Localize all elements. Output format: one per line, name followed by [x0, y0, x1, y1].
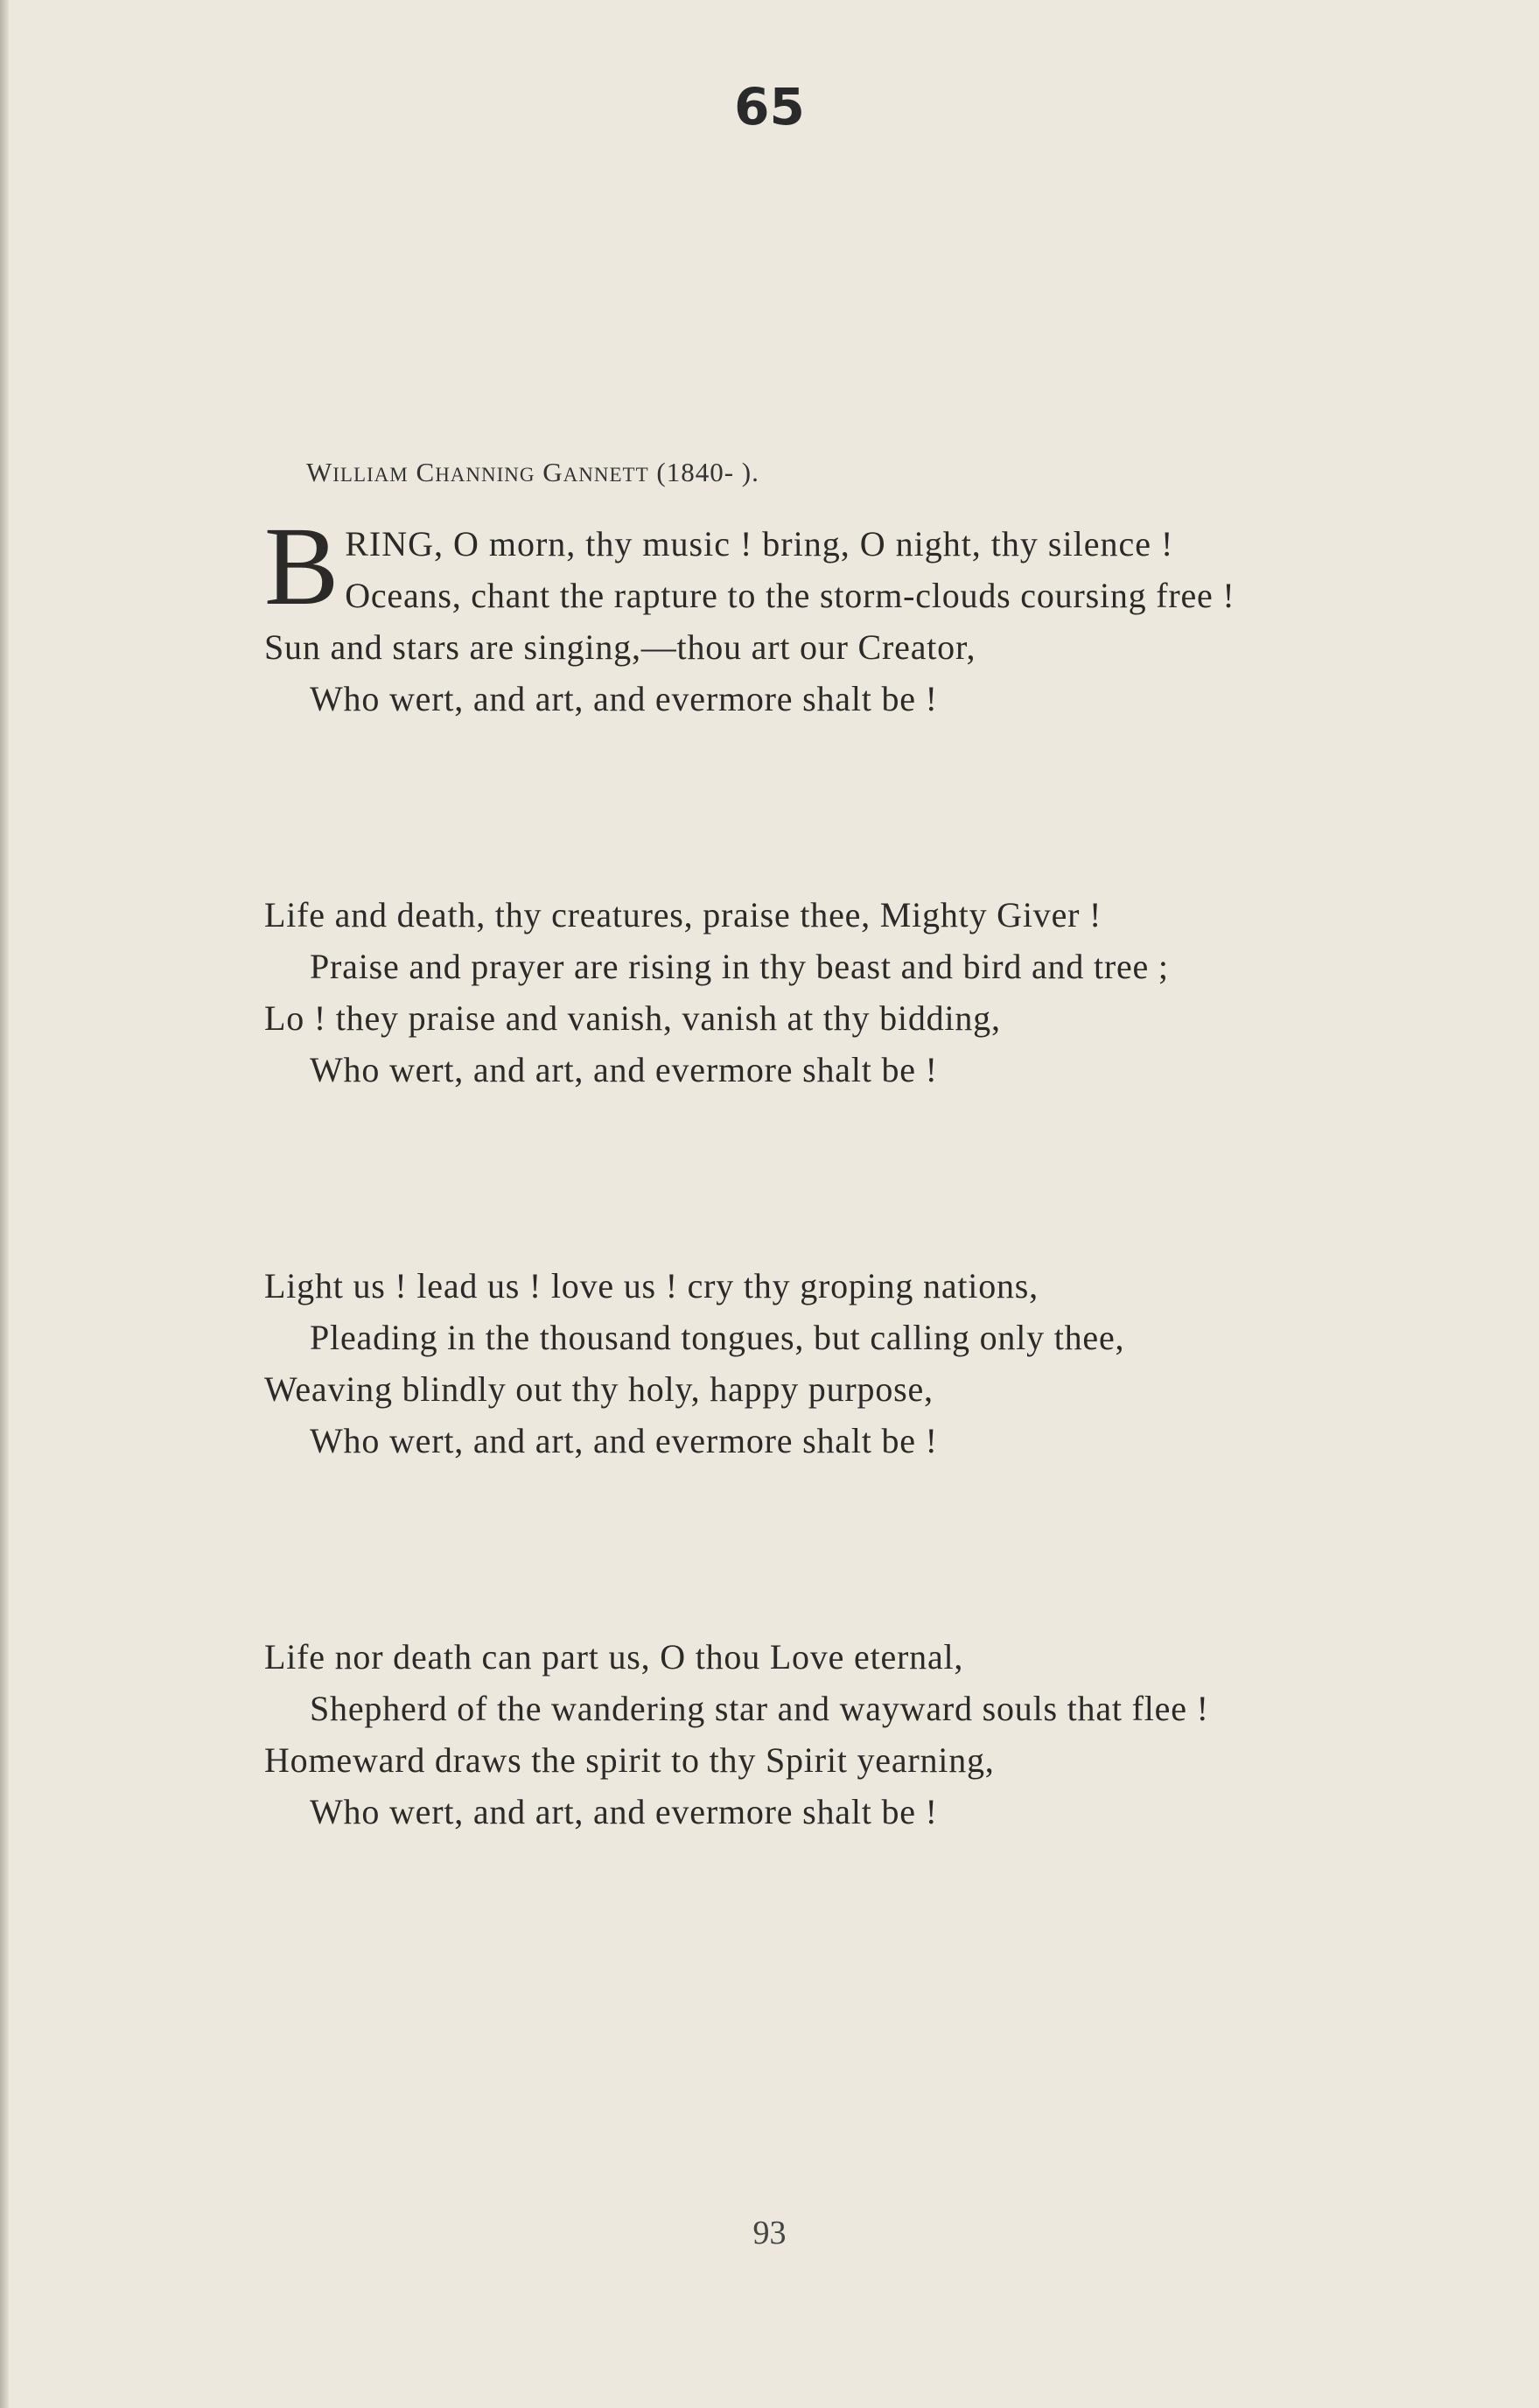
- poem-line-refrain: Who wert, and art, and evermore shalt be !: [310, 1050, 938, 1089]
- stanza-4: [264, 1631, 1507, 1838]
- signature-mark: 93: [752, 2215, 787, 2251]
- poem-line: Life and death, thy creatures, praise thee, Mighty Giver !: [264, 895, 1102, 934]
- poem-line-refrain: Who wert, and art, and evermore shalt be !: [310, 1421, 938, 1460]
- drop-cap: B: [264, 504, 340, 628]
- author-middle-rest: HANNING: [435, 464, 535, 486]
- poem-line: Light us ! lead us ! love us ! cry thy groping nations,: [264, 1266, 1039, 1306]
- page-spine-shadow: [0, 0, 9, 2408]
- poem-line: Praise and prayer are rising in thy beast and bird and tree ;: [310, 947, 1169, 986]
- hymn-text: [264, 504, 1507, 1838]
- poem-line: Shepherd of the wandering star and wayward souls that flee !: [310, 1689, 1209, 1728]
- stanza-2: [264, 889, 1507, 1096]
- poem-line: Oceans, chant the rapture to the storm-clouds coursing free !: [345, 576, 1235, 615]
- author-dates: (1840- ).: [656, 457, 759, 487]
- poem-line: Lo ! they praise and vanish, vanish at thy bidding,: [264, 998, 1001, 1038]
- poem-line: Life nor death can part us, O thou Love eternal,: [264, 1637, 964, 1676]
- poem-line: Sun and stars are singing,—thou art our Creator,: [264, 627, 976, 667]
- author-middle-initial: C: [416, 457, 436, 487]
- poem-line-refrain: Who wert, and art, and evermore shalt be !: [310, 679, 938, 718]
- stanza-1: [264, 504, 1507, 724]
- poem-line: Weaving blindly out thy holy, happy purpose,: [264, 1369, 934, 1409]
- poem-line: Homeward draws the spirit to thy Spirit yearning,: [264, 1740, 995, 1780]
- author-last-rest: ANNETT: [563, 464, 649, 486]
- first-line-text: RING, O morn, thy music ! bring, O night, thy silence !: [345, 524, 1174, 564]
- author-attribution: [306, 457, 759, 488]
- poem-line: Pleading in the thousand tongues, but calling only thee,: [310, 1318, 1125, 1357]
- stanza-3: [264, 1260, 1507, 1466]
- page-number: 65: [734, 77, 805, 136]
- author-first-rest: ILLIAM: [332, 464, 409, 486]
- poem-line-refrain: Who wert, and art, and evermore shalt be !: [310, 1792, 938, 1831]
- author-first-initial: W: [306, 457, 333, 487]
- author-last-initial: G: [542, 457, 563, 487]
